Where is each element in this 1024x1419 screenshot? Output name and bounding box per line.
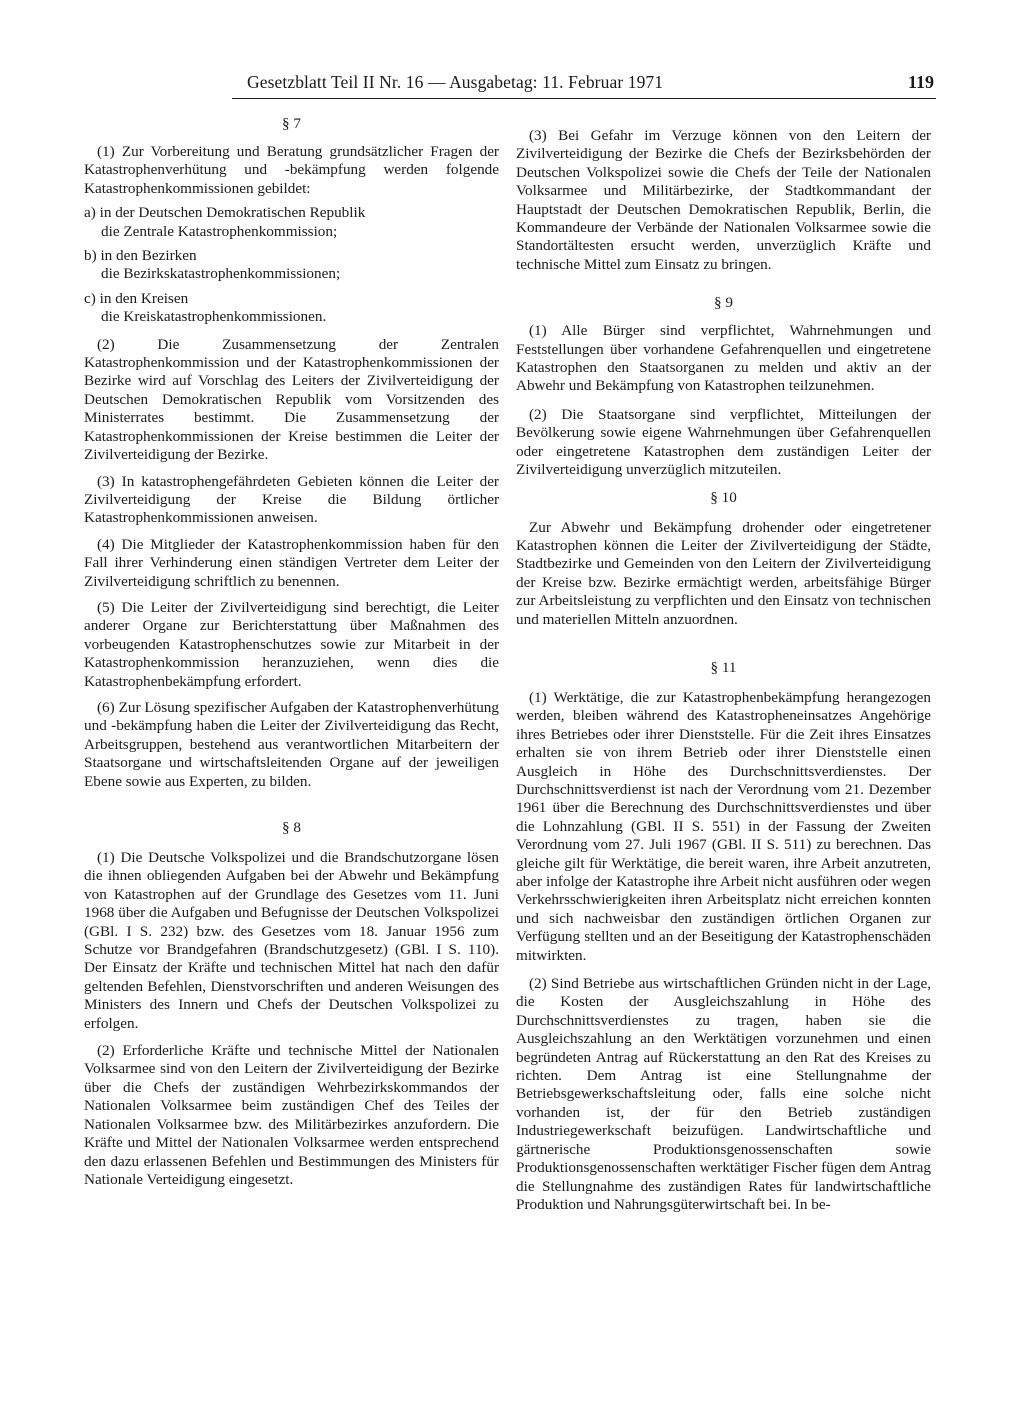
- paragraph-10: Zur Abwehr und Bekämpfung drohender oder eingetretener Katastrophen können die Leiter der Zivilverteidigung der Städte, Stadtbezirke und Gemeinden von den Leitern der Zivilverteidigung der Kreise bzw. Bezirke ermächtigt werden, arbeitsfähige Bürger zur Arbeitsleistung zu verpflichten und den Einsatz von technischen und materiellen Mitteln anzuordnen.: [516, 518, 931, 628]
- page-number: 119: [907, 72, 934, 92]
- paragraph-9-2: (2) Die Staatsorgane sind verpflichtet, Mitteilungen der Bevölkerung sowie eigene Wahrnehmungen über Gefahrenquellen oder eingetretene Katastrophen dem zuständigen Leiter der Zivilverteidigung unverzüglich mitzuteilen.: [516, 405, 931, 479]
- list-item-c: [84, 290, 499, 327]
- section-heading-7: § 7: [282, 115, 301, 132]
- right-column: [516, 113, 931, 1214]
- header-title: Gesetzblatt Teil II Nr. 16 — Ausgabetag: 11. Februar 1971: [247, 72, 664, 92]
- paragraph-11-1: (1) Werktätige, die zur Katastrophenbekämpfung herangezogen werden, bleiben während des Katastropheneinsatzes Angehörige ihres Betriebes oder ihrer Dienststelle. Für die Zeit ihres Einsatzes erhalten sie von ihrem Betrieb oder ihrer Dienststelle einen Ausgleich in Höhe des Durchschnittsverdienstes. Der Durchschnittsverdienst ist nach der Verordnung vom 21. Dezember 1961 über die Berechnung des Durchschnittsverdienstes und über die Lohnzahlung (GBl. II S. 551) in der Fassung der Zweiten Verordnung vom 27. Juli 1967 (GBl. II S. 511) zu berechnen. Das gleiche gilt für Werktätige, die bereit waren, ihre Arbeit anzutreten, aber infolge der Katastrophe ihre Arbeit nicht ausführen oder wegen Verkehrsschwierigkeiten ihren Arbeitsplatz nicht erreichen konnten und sich nachweisbar den zuständigen örtlichen Organen zur Verfügung stellten und an der Beseitigung der Katastrophenschäden mitwirkten.: [516, 688, 931, 964]
- list-item-b-line2: die Bezirkskatastrophenkommissionen;: [101, 265, 341, 283]
- section-heading-11: § 11: [710, 658, 737, 676]
- section-heading-8: § 8: [282, 819, 301, 836]
- list-item-c-line2: die Kreiskatastrophenkommissionen.: [101, 308, 327, 326]
- paragraph-8-1: (1) Die Deutsche Volkspolizei und die Brandschutzorgane lösen die ihnen obliegenden Aufgaben bei der Abwehr und Bekämpfung von Katastrophen auf der Grundlage des Gesetzes vom 11. Juni 1968 über die Aufgaben und Befugnisse der Deutschen Volkspolizei (GBl. I S. 232) bzw. des Gesetzes vom 18. Januar 1956 zum Schutze vor Brandgefahren (Brandschutzgesetz) (GBl. I S. 110). Der Einsatz der Kräfte und technischen Mittel hat nach den dafür geltenden Befehlen, Dienstvorschriften und anderen Weisungen des Ministers des Innern und Chefs der Deutschen Volkspolizei zu erfolgen.: [84, 849, 499, 1032]
- paragraph-9-1: (1) Alle Bürger sind verpflichtet, Wahrnehmungen und Feststellungen über vorhandene Gefahrenquellen und eingetretene Katastrophen den Staatsorganen zu melden und aktiv an der Abwehr und Bekämpfung von Katastrophen teilzunehmen.: [516, 322, 931, 395]
- paragraph-11-2: (2) Sind Betriebe aus wirtschaftlichen Gründen nicht in der Lage, die Kosten der Ausgleichszahlung in Höhe des Durchschnittsverdienstes zu tragen, haben sie die Ausgleichszahlung an den Werktätigen vorzunehmen und einen begründeten Antrag auf Rückerstattung an den Rat des Kreises zu richten. Dem Antrag ist eine Stellungnahme der Betriebsgewerkschaftsleitung oder, falls eine solche nicht vorhanden ist, der für den Betrieb zuständigen Industriegewerkschaft beizufügen. Landwirtschaftliche und gärtnerische Produktionsgenossenschaften sowie Produktionsgenossenschaften werktätiger Fischer fügen dem Antrag die Stellungnahme des zuständigen Rates für landwirtschaftliche Produktion und Nahrungsgüterwirtschaft bei. In be-: [516, 975, 931, 1213]
- paragraph-7-5: (5) Die Leiter der Zivilverteidigung sind berechtigt, die Leiter anderer Organe zur Berichterstattung über Maßnahmen des vorbeugenden Katastrophenschutzes sowie zur Mitarbeit in der Katastrophenkommission heranzuziehen, wenn dies die Katastrophenbekämpfung erfordert.: [84, 598, 499, 690]
- list-item-a: [84, 204, 499, 241]
- paragraph-7-4: (4) Die Mitglieder der Katastrophenkommission haben für den Fall ihrer Verhinderung einen ständigen Vertreter dem Leiter der Zivilverteidigung schriftlich zu benennen.: [84, 535, 499, 590]
- list-item-a-line1: a) in der Deutschen Demokratischen Republik: [84, 204, 366, 222]
- paragraph-7-3: (3) In katastrophengefährdeten Gebieten können die Leiter der Zivilverteidigung der Kreise die Bildung örtlicher Katastrophenkommissionen anweisen.: [84, 472, 499, 527]
- list-item-c-line1: c) in den Kreisen: [84, 289, 189, 307]
- section-heading-10: § 10: [710, 488, 737, 506]
- paragraph-8-3: (3) Bei Gefahr im Verzuge können von den Leitern der Zivilverteidigung der Bezirke die Chefs der Bezirksbehörden der Deutschen Volkspolizei sowie die Chefs der Teile der Nationalen Volksarmee und Militärbezirke, der Stadtkommandant der Hauptstadt der Deutschen Demokratischen Republik, Berlin, die Kommandeure der Verbände der Nationalen Volksarmee sowie die Standortältesten ersucht werden, unverzüglich Kräfte und technische Mittel zum Einsatz zu bringen.: [516, 127, 931, 273]
- list-item-b: [84, 247, 499, 284]
- section-heading-9: § 9: [714, 294, 733, 312]
- left-column: [84, 113, 499, 1189]
- paragraph-7-2: (2) Die Zusammensetzung der Zentralen Katastrophenkommission und der Katastrophenkommissionen der Bezirke wird auf Vorschlag des Leiters der Zivilverteidigung der Deutschen Demokratischen Republik vom Vorsitzenden des Ministerrates bestimmt. Die Zusammensetzung der Katastrophenkommissionen der Kreise bestimmen die Leiter der Zivilverteidigung der Bezirke.: [84, 335, 499, 464]
- paragraph-7-1: (1) Zur Vorbereitung und Beratung grundsätzlicher Fragen der Katastrophenverhütung und -bekämpfung werden folgende Katastrophenkommissionen gebildet:: [84, 143, 499, 197]
- paragraph-7-6: (6) Zur Lösung spezifischer Aufgaben der Katastrophenverhütung und -bekämpfung haben die Leiter der Zivilverteidigung das Recht, Arbeitsgruppen, bestehend aus verantwortlichen Mitarbeitern der Staatsorgane und wirtschaftsleitenden Organe auf der jeweiligen Ebene sowie aus Experten, zu bilden.: [84, 698, 499, 790]
- list-item-b-line1: b) in den Bezirken: [84, 247, 197, 265]
- page-header: [232, 72, 936, 99]
- paragraph-8-2: (2) Erforderliche Kräfte und technische Mittel der Nationalen Volksarmee sind von den Leitern der Zivilverteidigung der Bezirke über die Chefs der zuständigen Wehrbezirkskommandos der Nationalen Volksarmee beim zuständigen Chef des Teiles der Nationalen Volksarmee bzw. des Militärbezirkes anzufordern. Die Kräfte und Mittel der Nationalen Volksarmee werden entsprechend den dazu erlassenen Befehlen und Bestimmungen des Ministers für Nationale Verteidigung eingesetzt.: [84, 1042, 499, 1188]
- list-item-a-line2: die Zentrale Katastrophenkommission;: [101, 222, 338, 240]
